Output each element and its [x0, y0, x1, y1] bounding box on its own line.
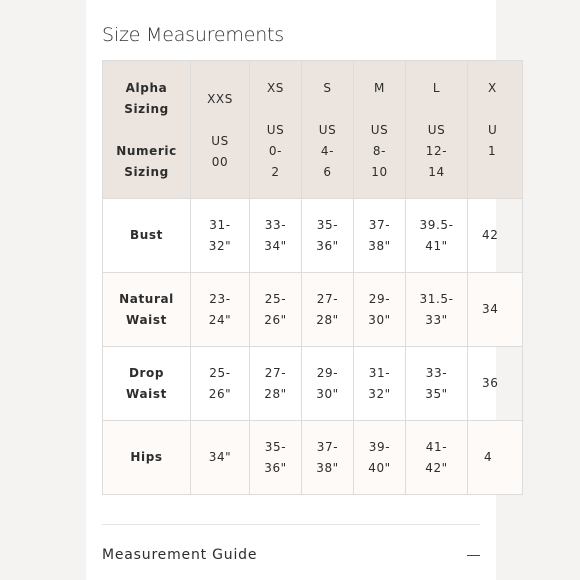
cell-text: 41-	[425, 439, 448, 454]
size-table	[102, 60, 523, 495]
row-label-text: Waist	[126, 312, 167, 327]
row-label	[103, 199, 191, 273]
alpha-size: M	[374, 81, 385, 95]
sizing-header-cell	[103, 61, 191, 199]
cell-text: 28"	[264, 386, 287, 401]
measurement-guide-label: Measurement Guide	[102, 547, 258, 563]
row-label-text: Waist	[126, 386, 167, 401]
numeric-size: U	[488, 123, 498, 137]
table-cell	[302, 421, 354, 495]
cell-text: 42	[482, 228, 499, 242]
cell-text: 39-	[368, 439, 391, 454]
cell-text: 36"	[316, 238, 339, 253]
measurement-guide-accordion[interactable]	[102, 545, 482, 567]
numeric-size: 6	[323, 165, 332, 179]
row-label	[103, 273, 191, 347]
size-header-xl	[468, 61, 523, 199]
cell-text: 26"	[264, 312, 287, 327]
minus-icon[interactable]	[467, 555, 480, 556]
cell-text: 38"	[368, 238, 391, 253]
row-label-text: Hips	[130, 450, 163, 464]
cell-text: 4	[484, 450, 493, 464]
numeric-size: 14	[428, 165, 445, 179]
alpha-size: XXS	[207, 92, 233, 106]
table-cell	[354, 273, 406, 347]
table-cell	[191, 347, 250, 421]
numeric-size: 12-	[425, 144, 448, 158]
table-row-drop-waist	[103, 347, 523, 421]
cell-text: 23-	[209, 291, 231, 306]
cell-text: 33-	[425, 365, 448, 380]
numeric-size: US	[266, 123, 285, 137]
cell-text: 25-	[209, 365, 231, 380]
table-row-natural-waist	[103, 273, 523, 347]
table-cell	[250, 199, 302, 273]
cell-text: 35-	[264, 439, 287, 454]
size-chart-panel	[86, 0, 499, 580]
cell-text: 32"	[368, 386, 391, 401]
table-cell	[354, 199, 406, 273]
cell-text: 31-	[209, 217, 231, 232]
page-title: Size Measurements	[102, 24, 284, 46]
table-cell	[191, 273, 250, 347]
numeric-size: 00	[211, 155, 229, 169]
numeric-size: US	[318, 123, 337, 137]
numeric-size: 0-	[268, 144, 283, 158]
table-cell	[468, 273, 523, 347]
cell-text: 29-	[368, 291, 391, 306]
numeric-size: 10	[371, 165, 388, 179]
numeric-size: 4-	[320, 144, 335, 158]
row-label-text: Natural	[119, 291, 174, 306]
numeric-size: 8-	[372, 144, 387, 158]
table-cell	[250, 347, 302, 421]
cell-text: 39.5-	[419, 217, 454, 232]
alpha-size: X	[488, 81, 497, 95]
numeric-label: Sizing	[124, 165, 169, 179]
numeric-size: 1	[488, 144, 497, 158]
table-cell	[468, 199, 523, 273]
cell-text: 33-	[264, 217, 287, 232]
table-cell	[191, 421, 250, 495]
table-cell	[191, 199, 250, 273]
table-cell	[250, 421, 302, 495]
table-cell	[302, 347, 354, 421]
size-header-s	[302, 61, 354, 199]
cell-text: 34"	[264, 238, 287, 253]
size-header-m	[354, 61, 406, 199]
cell-text: 41"	[425, 238, 448, 253]
cell-text: 34"	[208, 450, 232, 464]
alpha-size: L	[432, 81, 441, 95]
table-cell	[406, 273, 468, 347]
size-header-xxs	[191, 61, 250, 199]
cell-text: 37-	[368, 217, 391, 232]
size-header-xs	[250, 61, 302, 199]
cell-text: 28"	[316, 312, 339, 327]
cell-text: 38"	[316, 460, 339, 475]
cell-text: 35"	[425, 386, 448, 401]
cell-text: 25-	[264, 291, 287, 306]
table-cell	[250, 273, 302, 347]
cell-text: 27-	[316, 291, 339, 306]
cell-text: 31.5-	[419, 291, 454, 306]
alpha-size: S	[323, 81, 332, 95]
alpha-label: Alpha	[125, 81, 168, 95]
cell-text: 33"	[425, 312, 448, 327]
row-label	[103, 347, 191, 421]
numeric-label: Numeric	[116, 144, 177, 158]
table-cell	[354, 421, 406, 495]
numeric-size: US	[211, 134, 229, 148]
cell-text: 42"	[425, 460, 448, 475]
table-cell	[406, 347, 468, 421]
cell-text: 32"	[208, 238, 232, 253]
numeric-size: US	[427, 123, 446, 137]
cell-text: 40"	[368, 460, 391, 475]
table-cell	[406, 421, 468, 495]
row-label-text: Bust	[130, 228, 163, 242]
table-cell	[302, 273, 354, 347]
cell-text: 29-	[316, 365, 339, 380]
cell-text: 27-	[264, 365, 287, 380]
table-cell	[406, 199, 468, 273]
numeric-size: US	[370, 123, 389, 137]
cell-text: 26"	[208, 386, 232, 401]
table-cell	[354, 347, 406, 421]
cell-text: 31-	[368, 365, 391, 380]
table-cell	[468, 421, 523, 495]
table-cell	[302, 199, 354, 273]
cell-text: 35-	[316, 217, 339, 232]
cell-text: 30"	[316, 386, 339, 401]
numeric-size: 2	[271, 165, 280, 179]
alpha-size: XS	[266, 81, 285, 95]
row-label	[103, 421, 191, 495]
cell-text: 30"	[368, 312, 391, 327]
cell-text: 36	[482, 376, 499, 390]
cell-text: 37-	[316, 439, 339, 454]
cell-text: 24"	[208, 312, 232, 327]
section-divider	[102, 524, 480, 525]
cell-text: 36"	[264, 460, 287, 475]
row-label-text: Drop	[128, 365, 165, 380]
table-row-bust	[103, 199, 523, 273]
table-cell	[468, 347, 523, 421]
cell-text: 34	[482, 302, 499, 316]
table-header-row	[103, 61, 523, 199]
table-row-hips	[103, 421, 523, 495]
alpha-label: Sizing	[124, 102, 169, 116]
size-header-l	[406, 61, 468, 199]
